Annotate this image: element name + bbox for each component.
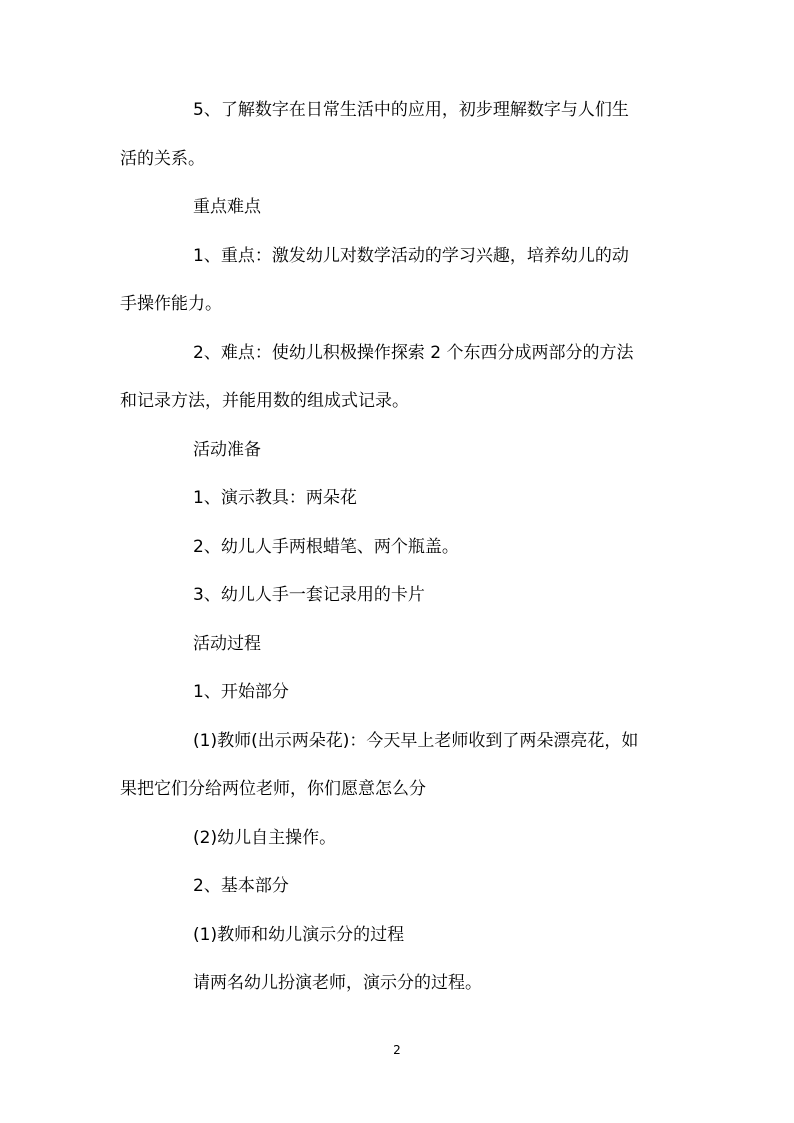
text-line: 请两名幼儿扮演老师，演示分的过程。 <box>193 973 482 993</box>
text-line: 和记录方法，并能用数的组成式记录。 <box>120 391 409 411</box>
text-line: 手操作能力。 <box>120 294 222 314</box>
text-line: (2)幼儿自主操作。 <box>193 828 337 848</box>
text-line: 1、演示教具：两朵花 <box>193 488 357 508</box>
section-heading: 活动准备 <box>193 440 261 460</box>
page-number: 2 <box>393 1043 401 1057</box>
section-heading: 重点难点 <box>193 197 261 217</box>
text-line: 2、基本部分 <box>193 876 289 896</box>
text-line: 活的关系。 <box>120 149 205 169</box>
text-line: 2、难点：使幼儿积极操作探索 2 个东西分成两部分的方法 <box>193 343 634 363</box>
text-line: 1、开始部分 <box>193 682 289 702</box>
section-heading: 活动过程 <box>193 634 261 654</box>
text-line: (1)教师和幼儿演示分的过程 <box>193 925 405 945</box>
text-line: 果把它们分给两位老师，你们愿意怎么分 <box>120 779 426 799</box>
text-line: 5、了解数字在日常生活中的应用，初步理解数字与人们生 <box>193 100 629 120</box>
text-line: 3、幼儿人手一套记录用的卡片 <box>193 585 425 605</box>
text-line: (1)教师(出示两朵花)：今天早上老师收到了两朵漂亮花，如 <box>193 731 639 751</box>
text-line: 1、重点：激发幼儿对数学活动的学习兴趣，培养幼儿的动 <box>193 246 629 266</box>
text-line: 2、幼儿人手两根蜡笔、两个瓶盖。 <box>193 537 459 557</box>
